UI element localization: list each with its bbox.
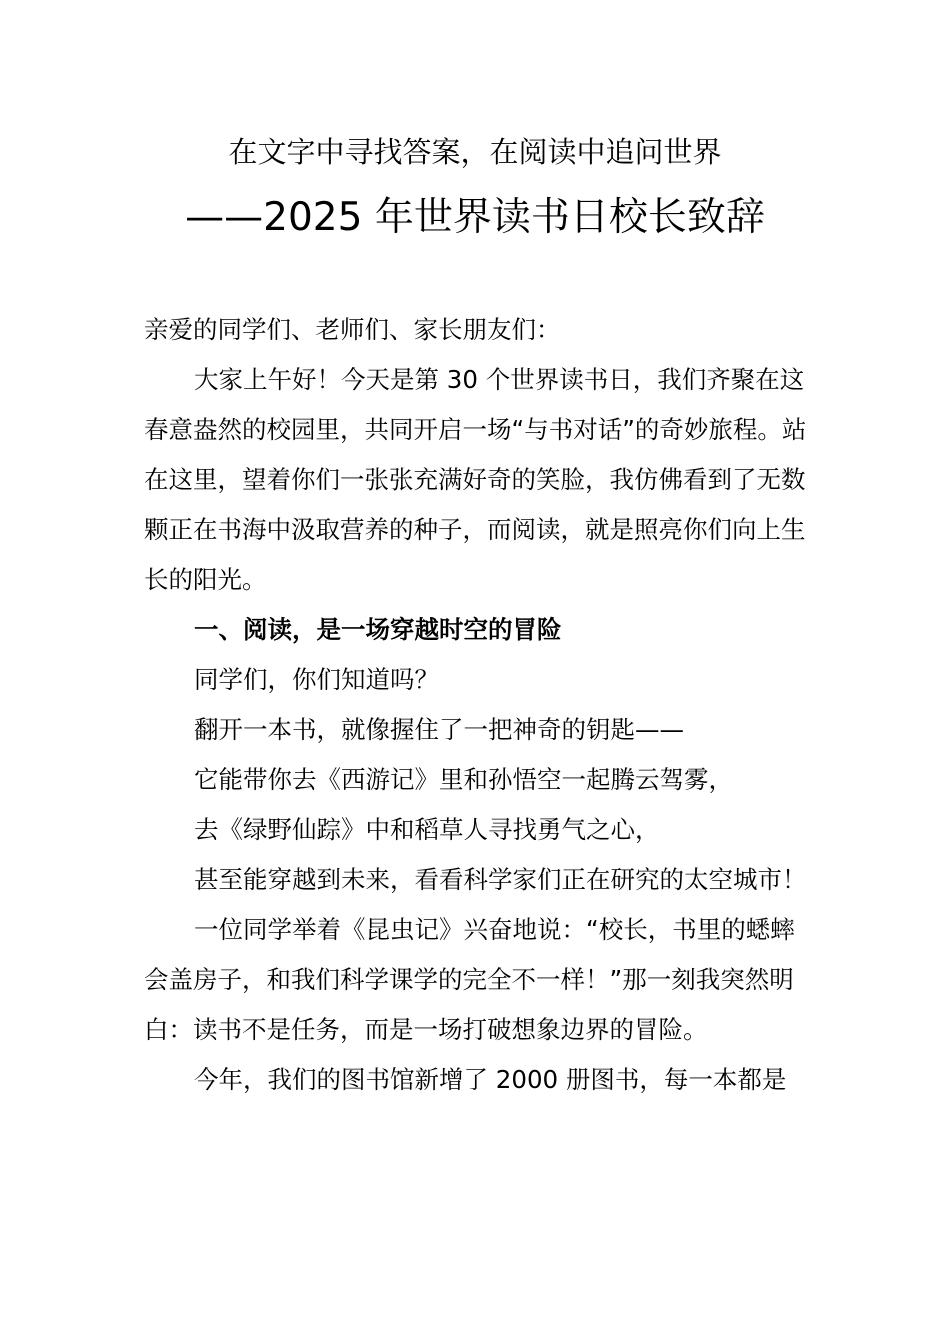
document-subtitle: ——2025 年世界读书日校长致辞 (185, 195, 765, 240)
paragraph: 它能带你去《西游记》里和孙悟空一起腾云驾雾， (194, 765, 733, 794)
paragraph: 一位同学举着《昆虫记》兴奋地说：“校长，书里的蟋蟀会盖房子，和我们科学课学的完全不一样！”那一刻我突然明白：读书不是任务，而是一场打破想象边界的冒险。 (144, 915, 795, 1044)
paragraph: 同学们，你们知道吗？ (194, 665, 439, 694)
salutation: 亲爱的同学们、老师们、家长朋友们： (144, 315, 561, 344)
paragraph: 今年，我们的图书馆新增了 2000 册图书，每一本都是 (194, 1065, 787, 1094)
paragraph: 去《绿野仙踪》中和稻草人寻找勇气之心， (194, 815, 660, 844)
paragraph: 翻开一本书，就像握住了一把神奇的钥匙—— (194, 715, 684, 744)
paragraph: 甚至能穿越到未来，看看科学家们正在研究的太空城市！ (194, 865, 807, 894)
section-heading: 一、阅读，是一场穿越时空的冒险 (194, 615, 562, 644)
document-title: 在文字中寻找答案，在阅读中追问世界 (228, 135, 722, 169)
paragraph: 大家上午好！今天是第 30 个世界读书日，我们齐聚在这春意盎然的校园里，共同开启一场“与书对话”的奇妙旅程。站在这里，望着你们一张张充满好奇的笑脸，我仿佛看到了无数颗正在书海中汲取营养的种子，而阅读，就是照亮你们向上生长的阳光。 (144, 365, 807, 594)
document-body (144, 305, 809, 1105)
